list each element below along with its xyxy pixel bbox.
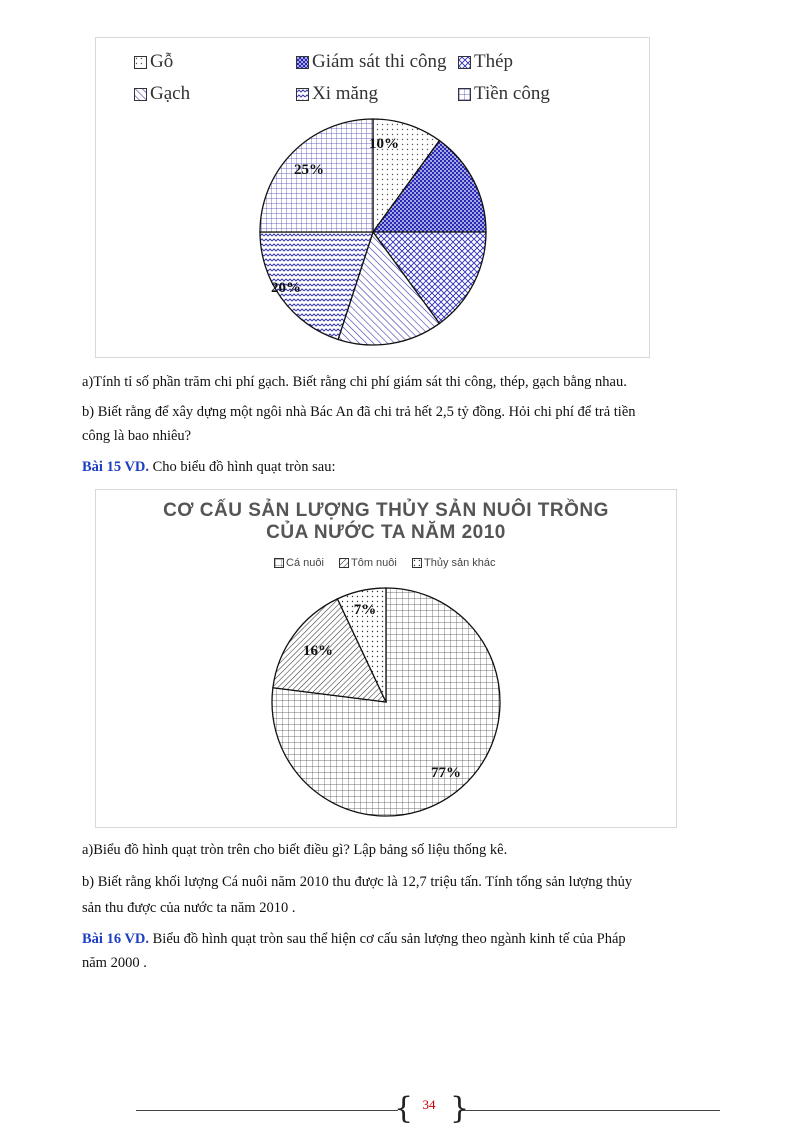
exercise-16-line1 — [82, 927, 772, 951]
legend2-label-fish: Cá nuôi — [286, 557, 324, 569]
question-14b-line1: b) Biết rằng để xây dựng một ngôi nhà Bác An đã chi trả hết 2,5 tỷ đồng. Hỏi chi phí để trả tiền — [82, 404, 636, 420]
pie-chart-2 — [96, 490, 676, 827]
exercise-15-label: Bài 15 VD. — [82, 459, 150, 475]
legend-label-brick: Gạch — [150, 83, 191, 104]
legend-label-steel: Thép — [474, 51, 514, 72]
question-15a: a)Biểu đồ hình quạt tròn trên cho biết điều gì? Lập bảng số liệu thống kê. — [82, 842, 508, 858]
pie2-label-fish: 77% — [431, 765, 461, 781]
legend-label-labor: Tiền công — [474, 83, 550, 104]
pie2-label-other: 7% — [353, 602, 377, 618]
pie-chart-1 — [96, 38, 649, 357]
pie1-label-wood: 10% — [369, 136, 399, 152]
exercise-15-heading — [82, 455, 772, 479]
chart2-title-line2: CỦA NƯỚC TA NĂM 2010 — [266, 522, 506, 543]
exercise-16-text: Biểu đồ hình quạt tròn sau thể hiện cơ cấu sản lượng theo ngành kinh tế của Pháp — [149, 931, 626, 947]
legend-label-wood: Gỗ — [150, 51, 174, 72]
legend-label-supervision: Giám sát thi công — [312, 51, 447, 72]
footer-brace-left: { — [394, 1091, 414, 1126]
chart2-title-line1: CƠ CẤU SẢN LƯỢNG THỦY SẢN NUÔI TRỒNG — [163, 500, 609, 521]
footer-brace-right: } — [450, 1091, 470, 1126]
question-14a: a)Tính tỉ số phần trăm chi phí gạch. Biết rằng chi phí giám sát thi công, thép, gạch bằng nhau. — [82, 374, 627, 390]
question-14b-line2: công là bao nhiêu? — [82, 428, 192, 444]
footer-line-right — [460, 1110, 720, 1111]
legend2-label-shrimp: Tôm nuôi — [351, 557, 397, 569]
pie1-label-labor: 25% — [294, 162, 324, 178]
exercise-16-label: Bài 16 VD. — [82, 931, 150, 947]
exercise-16-line2: năm 2000 . — [82, 955, 147, 971]
question-15b-line1: b) Biết rằng khối lượng Cá nuôi năm 2010 thu được là 12,7 triệu tấn. Tính tổng sản lượng thủy — [82, 874, 633, 890]
legend-label-cement: Xi măng — [312, 83, 378, 104]
construction-cost-chart — [95, 37, 650, 358]
footer-line-left — [136, 1110, 398, 1111]
question-15b-line2: sản thu được của nước ta năm 2010 . — [82, 900, 296, 916]
pie1-label-cement: 20% — [271, 280, 301, 296]
page-number: 34 — [422, 1097, 436, 1112]
exercise-15-text: Cho biểu đồ hình quạt tròn sau: — [149, 459, 336, 475]
legend2-label-other: Thủy sản khác — [424, 557, 496, 569]
pie2-label-shrimp: 16% — [303, 643, 333, 659]
aquaculture-chart — [95, 489, 677, 828]
